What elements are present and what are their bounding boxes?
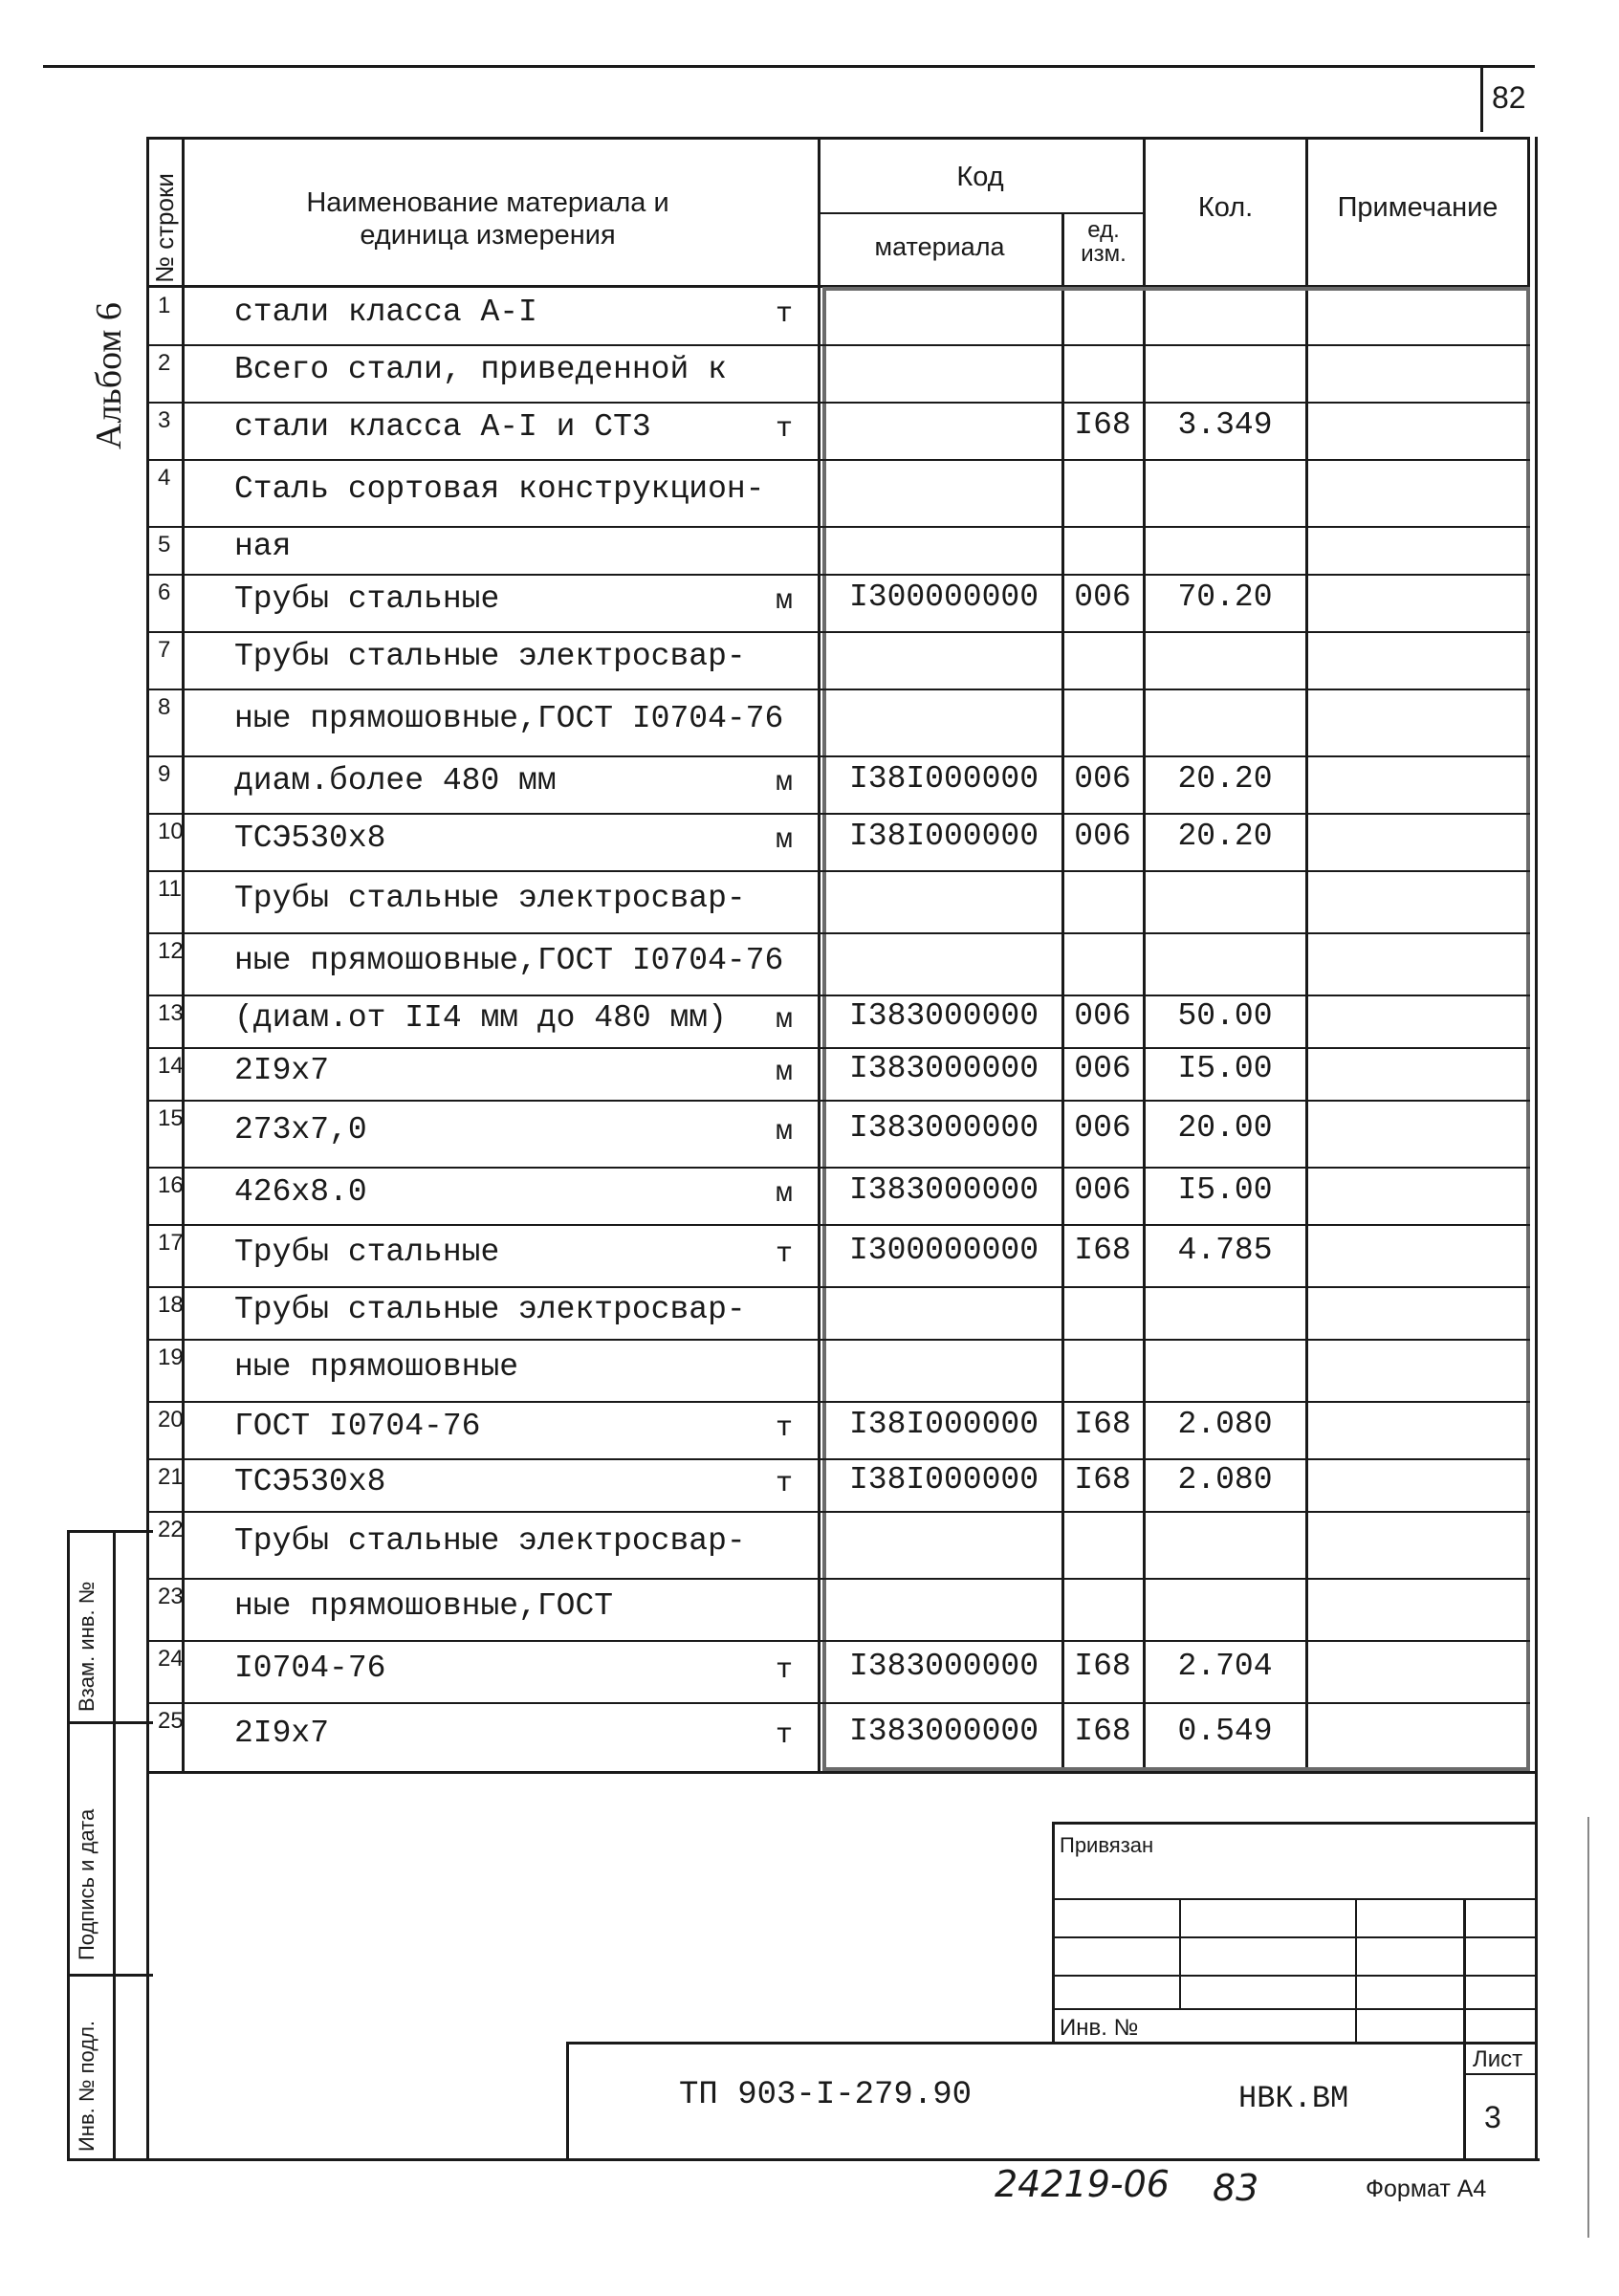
material-name: Трубы стальные электросвар-	[234, 1291, 746, 1327]
row-number: 18	[158, 1292, 184, 1318]
unit-code: I68	[1074, 1232, 1131, 1268]
material-name: 426х8.0	[234, 1174, 367, 1210]
row-number: 25	[158, 1708, 184, 1734]
material-name: ные прямошовные	[234, 1348, 519, 1385]
row-number: 3	[158, 407, 171, 433]
unit-cell: т	[775, 298, 793, 331]
unit-cell: т	[775, 1412, 793, 1445]
quantity: 70.20	[1177, 579, 1273, 615]
row-number: 22	[158, 1517, 184, 1542]
unit-code: 006	[1074, 1050, 1131, 1086]
list-number: 3	[1484, 2100, 1501, 2134]
unit-code: 006	[1074, 997, 1131, 1034]
format-label: Формат А4	[1366, 2176, 1487, 2202]
material-name: Всего стали, приведенной к	[234, 352, 727, 387]
row-number: 9	[158, 761, 171, 787]
header-qty: Кол.	[1197, 192, 1254, 223]
unit-code: 006	[1074, 1172, 1131, 1208]
row-number: 16	[158, 1172, 184, 1198]
unit-code: 006	[1074, 1110, 1131, 1146]
unit-cell: т	[775, 1467, 793, 1500]
row-number: 23	[158, 1584, 184, 1609]
page-number: 82	[1492, 80, 1526, 115]
row-number: 19	[158, 1345, 184, 1370]
material-name: 273х7,0	[234, 1112, 367, 1148]
unit-cell: м	[775, 824, 793, 857]
row-number: 13	[158, 1000, 184, 1026]
unit-cell: т	[775, 1719, 793, 1752]
unit-code: I68	[1074, 1714, 1131, 1749]
material-code: I383000000	[848, 1172, 1039, 1208]
quantity: I5.00	[1177, 1050, 1273, 1086]
row-number: 20	[158, 1407, 184, 1432]
material-name: ТСЭ530х8	[234, 820, 386, 856]
stamp-podpis: Подпись и дата	[75, 1808, 98, 1960]
unit-code: I68	[1074, 1407, 1131, 1442]
material-name: ТСЭ530х8	[234, 1463, 386, 1499]
header-name: Наименование материала и единица измерения	[306, 187, 669, 251]
unit-cell: м	[775, 585, 793, 618]
row-number: 5	[158, 532, 171, 558]
material-name: I0704-76	[234, 1650, 386, 1686]
quantity: 2.704	[1177, 1648, 1273, 1684]
material-name: диам.более 480 мм	[234, 763, 557, 798]
unit-code: 006	[1074, 579, 1131, 615]
unit-cell: м	[775, 1056, 793, 1089]
header-unit: ед. изм.	[1081, 217, 1127, 267]
quantity: 20.00	[1177, 1110, 1273, 1146]
material-name: Трубы стальные	[234, 1234, 500, 1270]
stamp-inv-podl: Инв. № подл.	[75, 2020, 98, 2152]
unit-code: I68	[1074, 1648, 1131, 1684]
material-name: стали класса А-I и СТ3	[234, 409, 651, 445]
quantity: 3.349	[1177, 407, 1273, 443]
inv-no-label: Инв. №	[1060, 2015, 1139, 2041]
unit-code: I68	[1074, 1461, 1131, 1498]
unit-code: 006	[1074, 761, 1131, 797]
doc-code: ТП 903-I-279.90	[679, 2077, 973, 2113]
material-code: I383000000	[848, 997, 1039, 1034]
quantity: 20.20	[1177, 819, 1273, 854]
header-note: Примечание	[1337, 192, 1499, 223]
row-number: 15	[158, 1105, 184, 1131]
row-number: 12	[158, 938, 184, 964]
material-name: (диам.от II4 мм до 480 мм)	[234, 999, 727, 1036]
privyazan-label: Привязан	[1060, 1833, 1154, 1857]
quantity: 4.785	[1177, 1232, 1273, 1268]
row-number: 1	[158, 293, 171, 318]
material-code: I38I000000	[848, 1461, 1039, 1498]
quantity: 2.080	[1177, 1407, 1273, 1442]
material-name: Трубы стальные электросвар-	[234, 1523, 746, 1559]
row-number: 4	[158, 465, 171, 491]
material-name: Трубы стальные	[234, 581, 500, 617]
material-code: I38I000000	[848, 761, 1039, 797]
row-number: 10	[158, 819, 184, 844]
unit-code: 006	[1074, 819, 1131, 854]
row-number: 7	[158, 637, 171, 663]
material-name: Трубы стальные электросвар-	[234, 880, 746, 916]
material-name: Сталь сортовая конструкцион-	[234, 471, 765, 507]
material-name: 2I9х7	[234, 1052, 330, 1088]
header-material: материала	[874, 232, 1005, 261]
row-number: 21	[158, 1464, 184, 1490]
header-row-no: № строки	[150, 173, 179, 283]
header-code: Код	[956, 162, 1004, 192]
material-code: I383000000	[848, 1648, 1039, 1684]
material-code: I38I000000	[848, 819, 1039, 854]
material-code: I300000000	[848, 579, 1039, 615]
unit-cell: т	[775, 1653, 793, 1687]
material-name: ные прямошовные,ГОСТ I0704-76	[234, 942, 784, 978]
row-number: 17	[158, 1230, 184, 1256]
unit-cell: м	[775, 767, 793, 799]
unit-cell: т	[775, 1237, 793, 1271]
material-name: ные прямошовные,ГОСТ I0704-76	[234, 701, 784, 736]
quantity: I5.00	[1177, 1172, 1273, 1208]
row-number: 6	[158, 579, 171, 605]
row-number: 11	[158, 876, 182, 902]
material-name: 2I9х7	[234, 1716, 330, 1751]
row-number: 8	[158, 694, 171, 720]
quantity: 0.549	[1177, 1714, 1273, 1749]
material-name: ные прямошовные,ГОСТ	[234, 1587, 614, 1624]
material-code: I38I000000	[848, 1407, 1039, 1442]
quantity: 20.20	[1177, 761, 1273, 797]
unit-cell: м	[775, 1178, 793, 1211]
row-number: 14	[158, 1053, 184, 1079]
material-code: I383000000	[848, 1110, 1039, 1146]
unit-cell: т	[775, 413, 793, 446]
handwritten-number: 24219-06	[995, 2163, 1170, 2205]
quantity: 2.080	[1177, 1461, 1273, 1498]
material-name: ГОСТ I0704-76	[234, 1409, 481, 1444]
unit-cell: м	[775, 1116, 793, 1148]
quantity: 50.00	[1177, 997, 1273, 1034]
handwritten-page: 83	[1213, 2167, 1259, 2209]
material-code: I383000000	[848, 1050, 1039, 1086]
material-code: I383000000	[848, 1714, 1039, 1749]
row-number: 24	[158, 1646, 184, 1672]
material-name: ная	[234, 529, 292, 564]
unit-cell: м	[775, 1003, 793, 1037]
stamp-vzam: Взам. инв. №	[75, 1581, 98, 1712]
material-name: стали класса А-I	[234, 295, 537, 330]
material-code: I300000000	[848, 1232, 1039, 1268]
list-label: Лист	[1473, 2046, 1523, 2072]
album-label: Альбом 6	[89, 302, 129, 449]
unit-code: I68	[1074, 407, 1131, 443]
section-code: НВК.ВМ	[1238, 2081, 1349, 2116]
row-number: 2	[158, 350, 171, 376]
material-name: Трубы стальные электросвар-	[234, 639, 746, 674]
